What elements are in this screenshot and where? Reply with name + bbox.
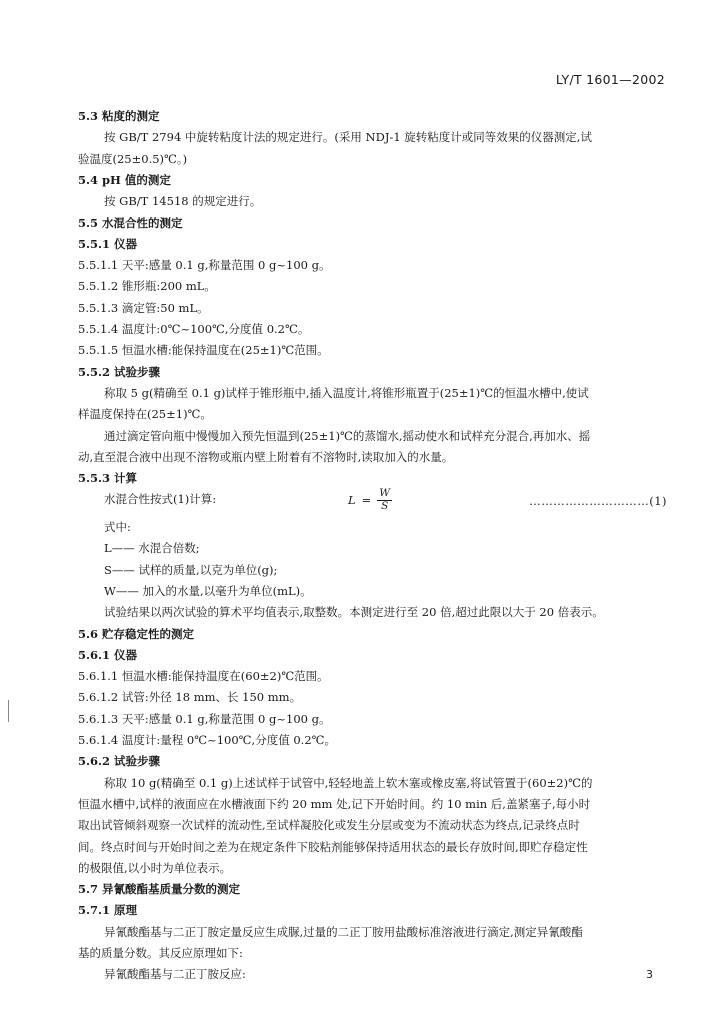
equation-number: …………………………(1): [529, 494, 667, 508]
text-line: 取出试管倾斜观察一次试样的流动性,至试样凝胶化或发生分层或变为不流动状态为终点,记录终点时: [78, 818, 580, 833]
formula-denominator: S: [381, 499, 389, 512]
text-line: S—— 试样的质量,以克为单位(g);: [104, 562, 278, 577]
text-line: 5.5.1.2 锥形瓶:200 mL。: [78, 279, 216, 294]
text-line: 基的质量分数。其反应原理如下:: [78, 946, 243, 960]
text-line: 异氰酸酯基与二正丁胺反应:: [104, 967, 246, 982]
text-line: 称取 10 g(精确至 0.1 g)上述试样于试管中,轻轻地盖上软木塞或橡皮塞,将试管置于(60±2)℃的: [104, 775, 593, 790]
text-line: 5.5.1.5 恒温水槽:能保持温度在(25±1)℃范围。: [78, 343, 329, 358]
text-line: 5.5.1.3 滴定管:50 mL。: [78, 300, 209, 315]
section-heading: 5.5.1 仪器: [78, 236, 138, 251]
formula-lhs: L: [348, 492, 356, 507]
text-line: 5.5.1.1 天平:感量 0.1 g,称量范围 0 g~100 g。: [78, 258, 331, 273]
formula-numerator: W: [379, 487, 391, 499]
text-line: 动,直至混合液中出现不溶物或瓶内壁上附着有不溶物时,读取加入的水量。: [78, 449, 454, 464]
text-line: 5.6.1.4 温度计:量程 0℃~100℃,分度值 0.2℃。: [78, 733, 337, 747]
text-line: 样温度保持在(25±1)℃。: [78, 407, 212, 422]
section-heading: 5.3 粘度的测定: [78, 109, 160, 123]
formula-equals: =: [361, 492, 372, 507]
section-heading: 5.7.1 原理: [78, 903, 138, 918]
text-line: 通过滴定管向瓶中慢慢加入预先恒温到(25±1)℃的蒸馏水,摇动使水和试样充分混合,再加水、摇: [104, 428, 591, 443]
section-heading: 5.7 异氰酸酯基质量分数的测定: [78, 882, 241, 897]
formula-fraction: [377, 488, 392, 512]
formula-expression: [348, 488, 392, 512]
text-line: 式中:: [104, 520, 131, 534]
text-line: 验温度(25±0.5)℃。): [78, 151, 188, 166]
text-line: 异氰酸酯基与二正丁胺定量反应生成脲,过量的二正丁胺用盐酸标准溶液进行滴定,测定异氰酸酯: [104, 924, 583, 939]
formula-1: [78, 488, 667, 514]
text-line: 5.6.1.2 试管:外径 18 mm、长 150 mm。: [78, 690, 302, 705]
text-line: W—— 加入的水量,以毫升为单位(mL)。: [104, 583, 312, 598]
text-line: L—— 水混合倍数;: [104, 541, 200, 556]
text-line: 5.5.1.4 温度计:0℃~100℃,分度值 0.2℃。: [78, 322, 310, 336]
section-heading: 5.6 贮存稳定性的测定: [78, 626, 195, 641]
text-line: 水混合性按式(1)计算:: [104, 492, 217, 507]
text-line: 5.6.1.3 天平:感量 0.1 g,称量范围 0 g~100 g。: [78, 711, 331, 726]
section-heading: 5.6.1 仪器: [78, 647, 138, 662]
page-number: 3: [646, 968, 653, 981]
text-line: 恒温水槽中,试样的液面应在水槽液面下约 20 mm 处,记下开始时间。约 10 min 后,盖紧塞子,每小时: [78, 796, 591, 811]
section-heading: 5.5 水混合性的测定: [78, 215, 183, 230]
text-line: 间。终点时间与开始时间之差为在规定条件下胶粘剂能够保持适用状态的最长存放时间,即贮存稳定性: [78, 839, 588, 854]
section-heading: 5.6.2 试验步骤: [78, 754, 161, 769]
text-line: 按 GB/T 14518 的规定进行。: [104, 194, 262, 209]
section-heading: 5.5.2 试验步骤: [78, 364, 161, 379]
section-heading: 5.5.3 计算: [78, 471, 138, 486]
scan-artifact-mark: [8, 700, 9, 722]
section-heading: 5.4 pH 值的测定: [78, 172, 171, 187]
text-line: 按 GB/T 2794 中旋转粘度计法的规定进行。(采用 NDJ-1 旋转粘度计或同等效果的仪器测定,试: [104, 130, 592, 145]
text-line: 的极限值,以小时为单位表示。: [78, 860, 232, 875]
text-line: 试验结果以两次试验的算术平均值表示,取整数。本测定进行至 20 倍,超过此限以大于 20 倍表示。: [104, 605, 604, 620]
text-line: 称取 5 g(精确至 0.1 g)试样于锥形瓶中,插入温度计,将锥形瓶置于(25±1)℃的恒温水槽中,使试: [104, 385, 589, 400]
text-line: 5.6.1.1 恒温水槽:能保持温度在(60±2)℃范围。: [78, 669, 329, 684]
standard-code: LY/T 1601—2002: [555, 72, 665, 87]
